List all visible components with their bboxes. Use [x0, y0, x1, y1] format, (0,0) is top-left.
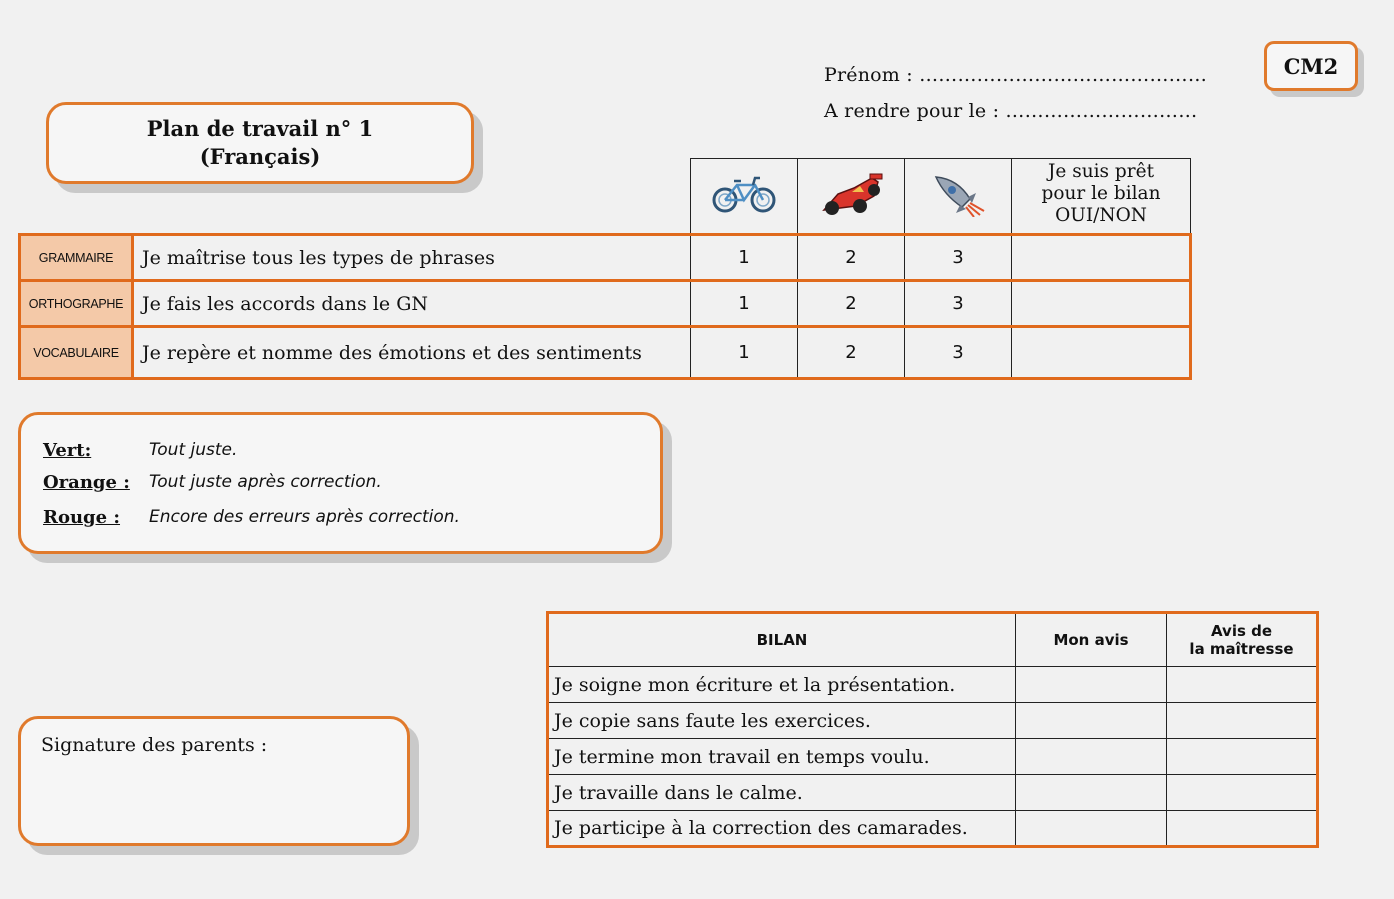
mon-avis-cell[interactable]	[1016, 703, 1167, 739]
category-label: ORTHOGRAPHE	[20, 281, 133, 327]
legend-value: Tout juste.	[149, 440, 238, 460]
signature-label: Signature des parents :	[41, 734, 268, 756]
level-2-header	[798, 159, 905, 235]
bilan-row	[548, 811, 1318, 847]
skill-text: Je fais les accords dans le GN	[133, 281, 691, 327]
race-car-icon	[816, 170, 886, 218]
skills-table	[18, 158, 1192, 380]
level-1-cell[interactable]: 1	[691, 281, 798, 327]
due-date-field[interactable]: A rendre pour le : …………………………	[824, 100, 1198, 122]
skill-row	[20, 327, 1191, 379]
plan-subtitle: (Français)	[199, 144, 321, 169]
level-1-header	[691, 159, 798, 235]
level-1-cell[interactable]: 1	[691, 327, 798, 379]
level-badge: CM2	[1264, 41, 1358, 91]
legend-key: Orange :	[43, 472, 130, 493]
avis-maitresse-header: Avis de la maîtresse	[1167, 613, 1318, 667]
level-3-cell[interactable]: 3	[905, 281, 1012, 327]
ready-header: Je suis prêt pour le bilan OUI/NON	[1012, 159, 1191, 235]
skill-text: Je repère et nomme des émotions et des sentiments	[133, 327, 691, 379]
bilan-criterion: Je travaille dans le calme.	[548, 775, 1016, 811]
mon-avis-cell[interactable]	[1016, 811, 1167, 847]
legend-value: Encore des erreurs après correction.	[149, 507, 460, 527]
legend-key: Rouge :	[43, 507, 121, 528]
avis-maitresse-cell[interactable]	[1167, 703, 1318, 739]
level-2-cell[interactable]: 2	[798, 235, 905, 281]
plan-title: Plan de travail n° 1	[146, 116, 374, 141]
ready-cell[interactable]	[1012, 327, 1191, 379]
avis-maitresse-cell[interactable]	[1167, 667, 1318, 703]
legend-value: Tout juste après correction.	[149, 472, 382, 492]
bilan-criterion: Je soigne mon écriture et la présentation.	[548, 667, 1016, 703]
prenom-field[interactable]: Prénom : ………………………………………	[824, 64, 1208, 86]
level-2-cell[interactable]: 2	[798, 327, 905, 379]
mon-avis-header: Mon avis	[1016, 613, 1167, 667]
mon-avis-cell[interactable]	[1016, 739, 1167, 775]
bilan-row	[548, 775, 1318, 811]
color-legend	[18, 412, 663, 554]
skill-text: Je maîtrise tous les types de phrases	[133, 235, 691, 281]
bicycle-icon	[711, 172, 777, 216]
mon-avis-cell[interactable]	[1016, 667, 1167, 703]
bilan-criterion: Je participe à la correction des camarades.	[548, 811, 1016, 847]
bilan-criterion: Je copie sans faute les exercices.	[548, 703, 1016, 739]
category-label: GRAMMAIRE	[20, 235, 133, 281]
level-3-header	[905, 159, 1012, 235]
avis-maitresse-cell[interactable]	[1167, 775, 1318, 811]
legend-key: Vert:	[43, 440, 92, 461]
ready-cell[interactable]	[1012, 235, 1191, 281]
level-3-cell[interactable]: 3	[905, 235, 1012, 281]
avis-maitresse-cell[interactable]	[1167, 811, 1318, 847]
level-3-cell[interactable]: 3	[905, 327, 1012, 379]
ready-cell[interactable]	[1012, 281, 1191, 327]
rocket-icon	[930, 171, 986, 217]
bilan-row	[548, 703, 1318, 739]
skill-row	[20, 281, 1191, 327]
bilan-row	[548, 739, 1318, 775]
bilan-table	[546, 611, 1319, 848]
skill-row	[20, 235, 1191, 281]
bilan-row	[548, 667, 1318, 703]
bilan-criterion: Je termine mon travail en temps voulu.	[548, 739, 1016, 775]
category-label: VOCABULAIRE	[20, 327, 133, 379]
parent-signature-box[interactable]	[18, 716, 410, 846]
mon-avis-cell[interactable]	[1016, 775, 1167, 811]
bilan-header: BILAN	[548, 613, 1016, 667]
level-2-cell[interactable]: 2	[798, 281, 905, 327]
level-1-cell[interactable]: 1	[691, 235, 798, 281]
avis-maitresse-cell[interactable]	[1167, 739, 1318, 775]
